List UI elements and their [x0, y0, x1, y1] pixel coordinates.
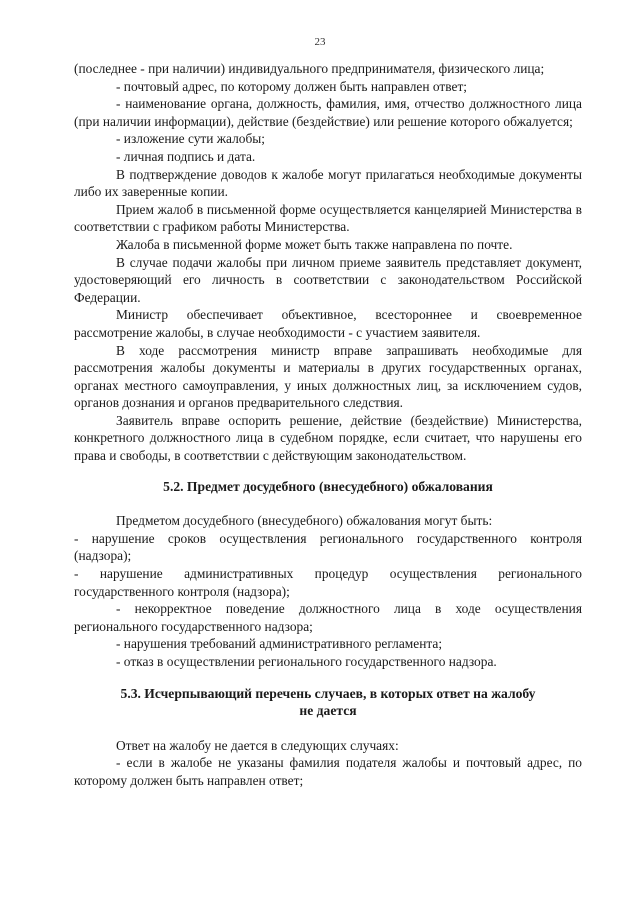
paragraph: Заявитель вправе оспорить решение, действие (бездействие) Министерства, конкретного должностного лица в судебном порядке, если считает, что нарушены его права и свободы, в соответствии с действующим законодательством.: [74, 412, 582, 464]
paragraph: Предметом досудебного (внесудебного) обжалования могут быть:: [116, 513, 493, 529]
section-heading-5-2: 5.2. Предмет досудебного (внесудебного) обжалования: [163, 478, 493, 494]
list-item: - нарушение административных процедур осуществления регионального государственного контроля (надзора);: [74, 566, 582, 599]
list-item: - почтовый адрес, по которому должен быть направлен ответ;: [116, 78, 468, 94]
paragraph: Прием жалоб в письменной форме осуществляется канцелярией Министерства в соответствии с графиком работы Министерства.: [74, 201, 582, 235]
paragraph: Ответ на жалобу не дается в следующих случаях:: [116, 737, 399, 753]
document-body: [74, 60, 582, 790]
paragraph: В случае подачи жалобы при личном приеме заявитель представляет документ, удостоверяющий его личность в соответствии с законодательством Российской Федерации.: [74, 254, 582, 305]
paragraph: (последнее - при наличии) индивидуального предпринимателя, физического лица;: [74, 61, 545, 76]
list-item: - некорректное поведение должностного лица в ходе осуществления регионального государственного надзора;: [74, 601, 582, 634]
page-number: 23: [314, 36, 326, 48]
list-item: - изложение сути жалобы;: [116, 131, 265, 147]
paragraph: Министр обеспечивает объективное, всестороннее и своевременное рассмотрение жалобы, в случае необходимости - с участием заявителя.: [74, 307, 582, 340]
section-heading-5-3: [74, 685, 582, 720]
list-item: - нарушения требований административного регламента;: [116, 636, 443, 652]
paragraph: Жалоба в письменной форме может быть также направлена по почте.: [116, 236, 513, 252]
list-item: - личная подпись и дата.: [116, 148, 256, 164]
heading-line-2: не дается: [299, 703, 357, 719]
paragraph: В ходе рассмотрения министр вправе запрашивать необходимые для рассмотрения жалобы документы и материалы в других государственных органах, органах местного самоуправления, у иных должностных лиц, за исключением судов, органов дознания и органов предварительного следствия.: [74, 342, 582, 411]
list-item: - отказ в осуществлении регионального государственного надзора.: [116, 654, 497, 669]
list-item: - нарушение сроков осуществления регионального государственного контроля (надзора);: [74, 530, 582, 564]
list-item: - наименование органа, должность, фамилия, имя, отчество должностного лица (при наличии информации), действие (бездействие) или решение которого обжалуется;: [74, 96, 582, 129]
heading-line-1: 5.3. Исчерпывающий перечень случаев, в которых ответ на жалобу: [120, 685, 536, 701]
list-item: - если в жалобе не указаны фамилия подателя жалобы и почтовый адрес, по которому должен быть направлен ответ;: [74, 755, 582, 788]
paragraph: В подтверждение доводов к жалобе могут прилагаться необходимые документы либо их заверенные копии.: [74, 166, 582, 200]
